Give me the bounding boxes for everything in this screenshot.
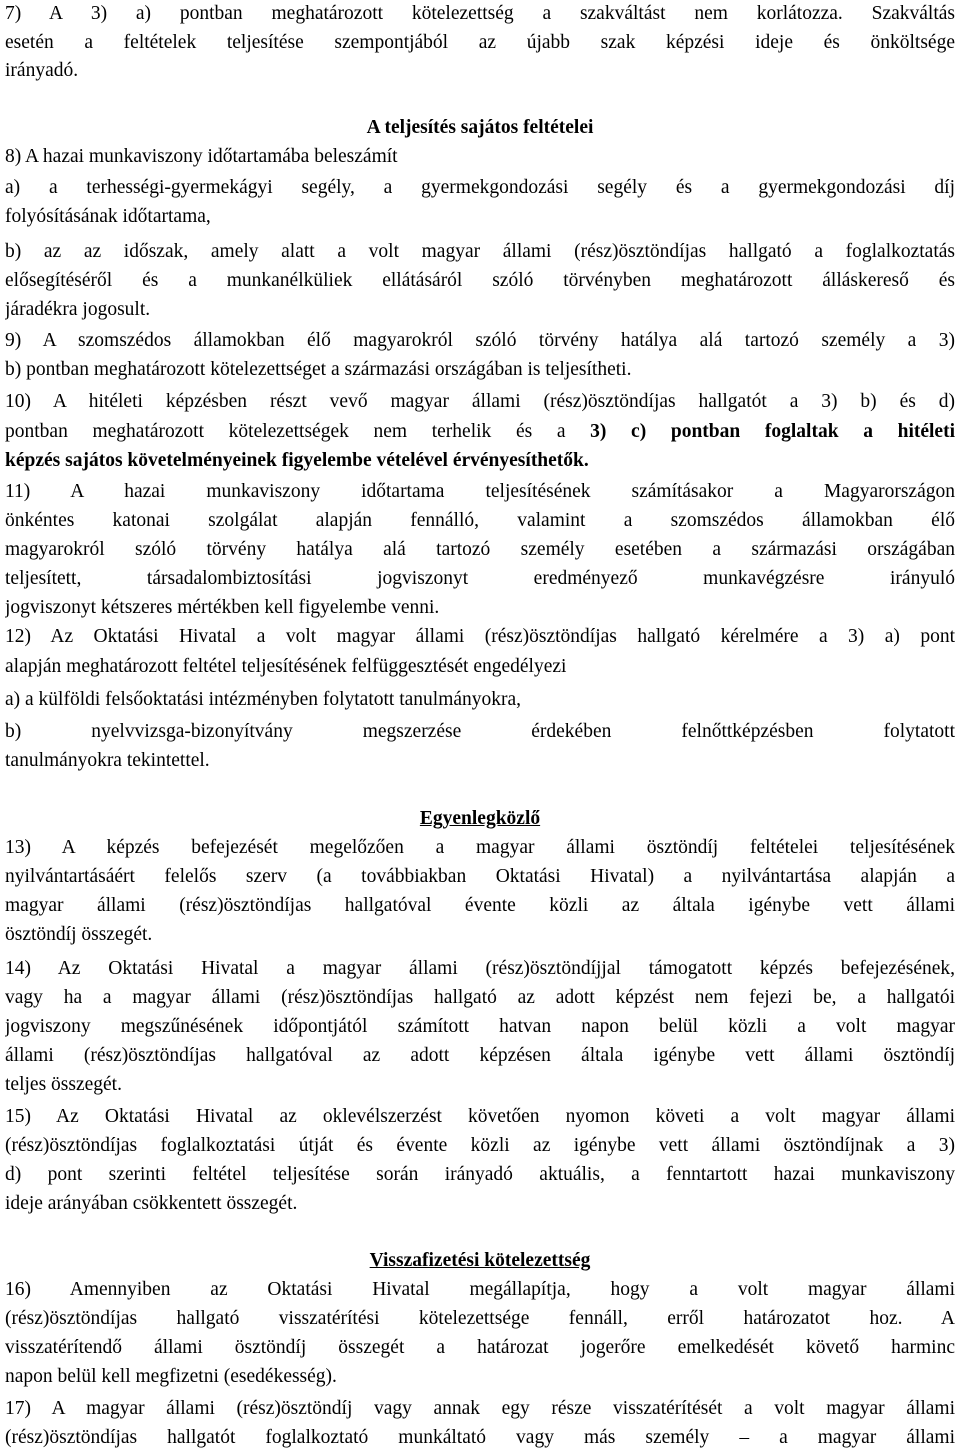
paragraph-10-text: pontban meghatározott kötelezettségek nem terhelik és a xyxy=(5,421,591,442)
paragraph-14-line: jogviszony megszűnésének időpontjától számított hatvan napon belül közli a volt magyar xyxy=(5,1016,955,1037)
paragraph-12-line: a) a külföldi felsőoktatási intézményben folytatott tanulmányokra, xyxy=(5,689,522,710)
section-heading-visszafizetes: Visszafizetési kötelezettség xyxy=(369,1250,591,1271)
paragraph-9-line: b) pontban meghatározott kötelezettséget a származási országában is teljesítheti. xyxy=(5,359,632,380)
paragraph-13-line: nyilvántartásáért felelős szerv (a továbbiakban Oktatási Hivatal) a nyilvántartása alapján a xyxy=(5,866,955,887)
paragraph-13-line: 13) A képzés befejezését megelőzően a magyar állami ösztöndíj feltételei teljesítésének xyxy=(5,837,955,858)
paragraph-12-line: tanulmányokra tekintettel. xyxy=(5,750,210,771)
section-heading-teljesites: A teljesítés sajátos feltételei xyxy=(366,117,594,138)
paragraph-15-line: ideje arányában csökkentett összegét. xyxy=(5,1193,298,1214)
paragraph-11-line: jogviszonyt kétszeres mértékben kell figyelembe venni. xyxy=(5,597,440,618)
paragraph-11-line: önkéntes katonai szolgálat alapján fennálló, valamint a szomszédos államokban élő xyxy=(5,510,955,531)
paragraph-16-line: (rész)ösztöndíjas hallgató visszatérítési kötelezettsége fennáll, erről határozatot hoz. A xyxy=(5,1308,955,1329)
paragraph-14-line: vagy ha a magyar állami (rész)ösztöndíjas hallgató az adott képzést nem fejezi be, a hallgatói xyxy=(5,987,955,1008)
paragraph-17-line: 17) A magyar állami (rész)ösztöndíj vagy annak egy része visszatérítését a volt magyar állami xyxy=(5,1398,955,1419)
paragraph-8-line: folyósításának időtartama, xyxy=(5,206,211,227)
paragraph-10-line: 10) A hitéleti képzésben részt vevő magyar állami (rész)ösztöndíjas hallgatót a 3) b) és d) xyxy=(5,391,955,412)
paragraph-14-line: 14) Az Oktatási Hivatal a magyar állami (rész)ösztöndíjjal támogatott képzés befejezésének, xyxy=(5,958,955,979)
paragraph-8-line: elősegítéséről és a munkanélküliek ellátásáról szóló törvényben meghatározott álláskereső és xyxy=(5,270,955,291)
paragraph-11-line: 11) A hazai munkaviszony időtartama teljesítésének számításakor a Magyarországon xyxy=(5,481,955,502)
paragraph-17-line: (rész)ösztöndíjas hallgatót foglalkoztató munkáltató vagy más személy – a magyar állami xyxy=(5,1427,955,1448)
paragraph-13-line: magyar állami (rész)ösztöndíjas hallgatóval évente közli az általa igénybe vett állami xyxy=(5,895,955,916)
paragraph-9-line: 9) A szomszédos államokban élő magyarokról szóló törvény hatálya alá tartozó személy a 3) xyxy=(5,330,955,351)
paragraph-15-line: d) pont szerinti feltétel teljesítése során irányadó aktuális, a fenntartott hazai munkaviszony xyxy=(5,1164,955,1185)
paragraph-11-line: magyarokról szóló törvény hatálya alá tartozó személy esetében a származási országában xyxy=(5,539,955,560)
paragraph-16-line: 16) Amennyiben az Oktatási Hivatal megállapítja, hogy a volt magyar állami xyxy=(5,1279,955,1300)
section-heading-egyenlegkozlo: Egyenlegközlő xyxy=(419,808,541,829)
paragraph-7-line: irányadó. xyxy=(5,60,79,81)
paragraph-14-line: teljes összegét. xyxy=(5,1074,122,1095)
paragraph-8-line: járadékra jogosult. xyxy=(5,299,151,320)
paragraph-10-bold-text: 3) c) pontban foglaltak a hitéleti xyxy=(590,421,955,442)
paragraph-11-line: teljesített, társadalombiztosítási jogviszonyt eredményező munkavégzésre irányuló xyxy=(5,568,955,589)
paragraph-8-line: 8) A hazai munkaviszony időtartamába beleszámít xyxy=(5,146,398,167)
paragraph-12-line: alapján meghatározott feltétel teljesítésének felfüggesztését engedélyezi xyxy=(5,656,567,677)
paragraph-12-line: 12) Az Oktatási Hivatal a volt magyar állami (rész)ösztöndíjas hallgató kérelmére a 3) a) pont xyxy=(5,626,955,647)
paragraph-8-line: a) a terhességi-gyermekágyi segély, a gyermekgondozási segély és a gyermekgondozási díj xyxy=(5,177,955,198)
paragraph-13-line: ösztöndíj összegét. xyxy=(5,924,153,945)
paragraph-7-line: esetén a feltételek teljesítése szempontjából az újabb szak képzési ideje és önköltsége xyxy=(5,32,955,53)
paragraph-15-line: (rész)ösztöndíjas foglalkoztatási útját és évente közli az igénybe vett állami ösztöndíjnak a 3) xyxy=(5,1135,955,1156)
paragraph-10-line xyxy=(5,417,955,446)
paragraph-16-line: visszatérítendő állami ösztöndíj összegét a határozat jogerőre emelkedését követő harminc xyxy=(5,1337,955,1358)
paragraph-8-line: b) az az időszak, amely alatt a volt magyar állami (rész)ösztöndíjas hallgató a foglalkoztatás xyxy=(5,241,955,262)
paragraph-10-line: képzés sajátos követelményeinek figyelembe vételével érvényesíthetők. xyxy=(5,450,589,471)
paragraph-7-line: 7) A 3) a) pontban meghatározott kötelezettség a szakváltást nem korlátozza. Szakváltás xyxy=(5,3,955,24)
paragraph-15-line: 15) Az Oktatási Hivatal az oklevélszerzést követően nyomon követi a volt magyar állami xyxy=(5,1106,955,1127)
paragraph-12-line: b) nyelvvizsga-bizonyítvány megszerzése érdekében felnőttképzésben folytatott xyxy=(5,721,955,742)
paragraph-14-line: állami (rész)ösztöndíjas hallgatóval az adott képzésen általa igénybe vett állami ösztöndíj xyxy=(5,1045,955,1066)
paragraph-16-line: napon belül kell megfizetni (esedékesség). xyxy=(5,1366,337,1387)
